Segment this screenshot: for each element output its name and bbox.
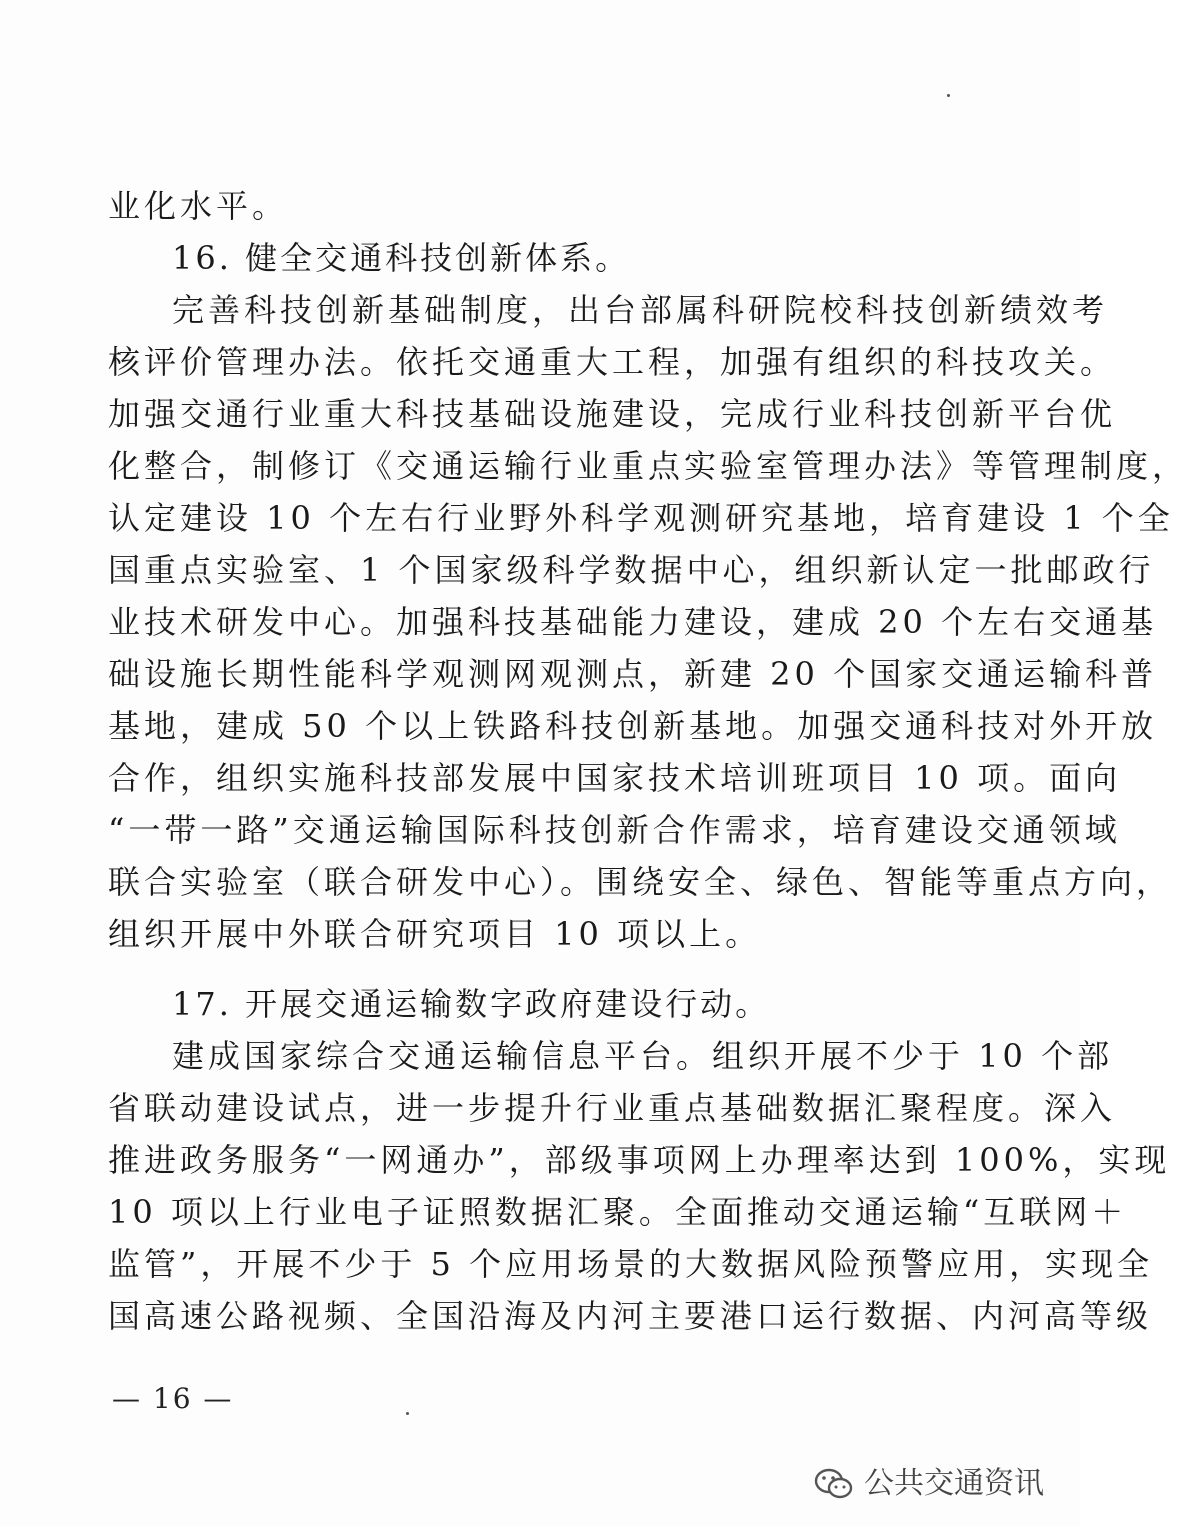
paragraph-line: 业技术研发中心。加强科技基础能力建设，建成 20 个左右交通基 xyxy=(108,603,1158,641)
paragraph-line: 国重点实验室、1 个国家级科学数据中心，组织新认定一批邮政行 xyxy=(108,551,1155,589)
page-number: — 16 — xyxy=(112,1382,234,1415)
scan-speck xyxy=(947,94,950,97)
paragraph-line: 加强交通行业重大科技基础设施建设，完成行业科技创新平台优 xyxy=(108,395,1117,433)
paragraph-line: 基地，建成 50 个以上铁路科技创新基地。加强交通科技对外开放 xyxy=(108,707,1158,745)
paragraph-line: 省联动建设试点，进一步提升行业重点基础数据汇聚程度。深入 xyxy=(108,1089,1117,1127)
section-heading: 16. 健全交通科技创新体系。 xyxy=(172,239,631,277)
paragraph-line: 合作，组织实施科技部发展中国家技术培训班项目 10 项。面向 xyxy=(108,759,1122,797)
paragraph-line: 认定建设 10 个左右行业野外科学观测研究基地，培育建设 1 个全 xyxy=(108,499,1174,537)
paragraph-line: 核评价管理办法。依托交通重大工程，加强有组织的科技攻关。 xyxy=(108,343,1117,381)
paragraph-line: 础设施长期性能科学观测网观测点，新建 20 个国家交通运输科普 xyxy=(108,655,1158,693)
paragraph-line: 化整合，制修订《交通运输行业重点实验室管理办法》等管理制度， xyxy=(108,447,1188,485)
paragraph-line: 国高速公路视频、全国沿海及内河主要港口运行数据、内河高等级 xyxy=(108,1297,1153,1335)
watermark-label: 公共交通资讯 xyxy=(864,1466,1044,1501)
paragraph-line: 推进政务服务“一网通办”，部级事项网上办理率达到 100%，实现 xyxy=(108,1141,1171,1179)
wechat-icon xyxy=(814,1467,854,1501)
paragraph-line: 组织开展中外联合研究项目 10 项以上。 xyxy=(108,915,762,953)
paragraph-line: 联合实验室（联合研发中心）。围绕安全、绿色、智能等重点方向， xyxy=(108,863,1173,901)
scan-speck xyxy=(406,1412,409,1415)
watermark xyxy=(814,1466,1044,1502)
paragraph-line: 建成国家综合交通运输信息平台。组织开展不少于 10 个部 xyxy=(172,1037,1114,1075)
paragraph-line: “一带一路”交通运输国际科技创新合作需求，培育建设交通领域 xyxy=(108,811,1121,849)
paragraph-line: 监管”，开展不少于 5 个应用场景的大数据风险预警应用，实现全 xyxy=(108,1245,1154,1283)
paragraph-line: 10 项以上行业电子证照数据汇聚。全面推动交通运输“互联网＋ xyxy=(108,1193,1128,1231)
section-heading: 17. 开展交通运输数字政府建设行动。 xyxy=(172,985,771,1023)
paragraph-line: 业化水平。 xyxy=(108,187,289,225)
paragraph-line: 完善科技创新基础制度，出台部属科研院校科技创新绩效考 xyxy=(172,291,1109,329)
